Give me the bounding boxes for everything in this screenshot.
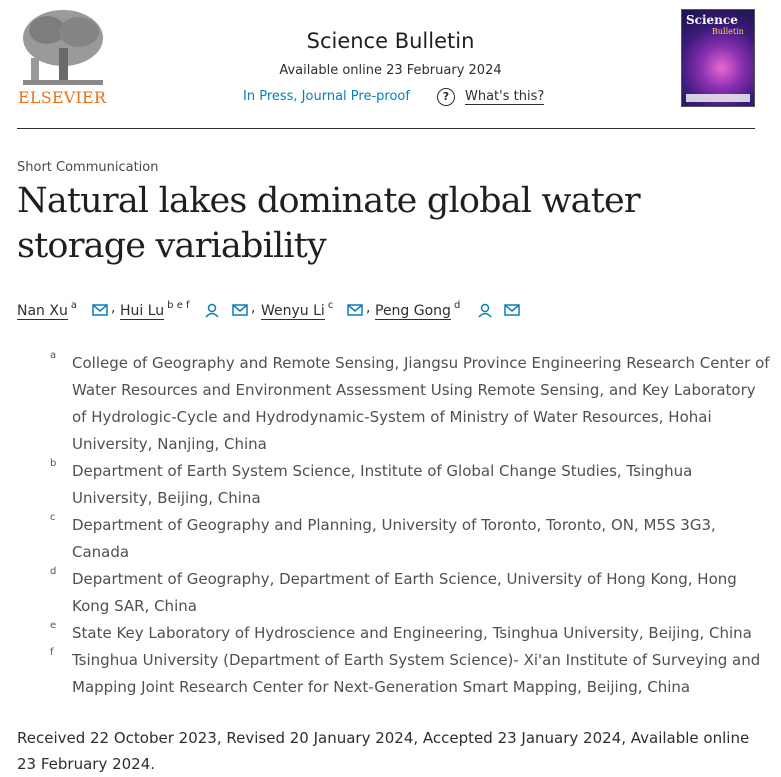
author-separator: ,: [366, 300, 371, 316]
affiliation-label: e: [50, 620, 57, 631]
affiliation-text: Tsinghua University (Department of Earth System Science)- Xi'an Institute of Surveying and Mapping Joint Research Center for Next-Generation Smart Mapping, Beijing, China: [72, 651, 761, 696]
affiliation-text: Department of Earth System Science, Institute of Global Change Studies, Tsinghua University, Beijing, China: [72, 462, 693, 507]
affiliation-label: b: [50, 458, 57, 469]
author-name[interactable]: Wenyu Li: [261, 303, 325, 319]
article-header: [0, 0, 781, 130]
envelope-icon[interactable]: [347, 304, 363, 316]
affiliation-label: c: [50, 512, 56, 523]
affiliation-label: a: [50, 350, 57, 361]
person-icon[interactable]: [478, 303, 492, 318]
envelope-icon[interactable]: [504, 304, 520, 316]
author-list: [17, 300, 777, 322]
affiliation-item: [50, 647, 770, 701]
article-title: Natural lakes dominate global water storage variability: [17, 181, 640, 266]
author-name[interactable]: Peng Gong: [375, 303, 451, 319]
author-separator: ,: [111, 300, 116, 316]
cover-footer-band: [686, 94, 750, 102]
affiliation-label: d: [50, 566, 57, 577]
elsevier-wordmark: ELSEVIER: [18, 88, 107, 107]
person-icon[interactable]: [205, 303, 219, 318]
affiliation-item: [50, 512, 770, 566]
affiliation-text: Department of Geography, Department of Earth Science, University of Hong Kong, Hong Kong SAR, China: [72, 570, 737, 615]
author-peng-gong[interactable]: [375, 300, 460, 319]
affiliation-text: College of Geography and Remote Sensing, Jiangsu Province Engineering Research Center of Water Resources and Environment Assessment Using Remote Sensing, and Key Laboratory of Hydrologic-Cycle and Hydrodynamic-System of Ministry of Water Resources, Hohai University, Nanjing, China: [72, 354, 770, 453]
article-history-dates: Received 22 October 2023, Revised 20 January 2024, Accepted 23 January 2024, Available online 23 February 2024.: [17, 729, 750, 773]
author-hui-lu[interactable]: [120, 300, 190, 319]
question-circle-icon[interactable]: ?: [437, 88, 455, 106]
affiliation-item: [50, 620, 770, 647]
affiliation-item: [50, 566, 770, 620]
author-separator: ,: [251, 300, 256, 316]
affiliation-item: [50, 350, 770, 458]
cover-title: Science: [686, 13, 738, 27]
journal-cover-image[interactable]: [681, 9, 755, 107]
cover-subtitle: Bulletin: [712, 27, 744, 36]
article-type: Short Communication: [17, 160, 159, 175]
author-name[interactable]: Nan Xu: [17, 303, 68, 319]
envelope-icon[interactable]: [232, 304, 248, 316]
envelope-icon[interactable]: [92, 304, 108, 316]
affiliation-list: [50, 350, 770, 701]
journal-pre-proof-link[interactable]: In Press, Journal Pre-proof: [243, 89, 410, 104]
header-divider: [17, 128, 755, 129]
author-wenyu-li[interactable]: [261, 300, 333, 319]
affiliation-text: State Key Laboratory of Hydroscience and Engineering, Tsinghua University, Beijing, China: [72, 624, 752, 642]
affiliation-item: [50, 458, 770, 512]
author-affiliation-sup: b e f: [167, 300, 190, 311]
journal-title-link[interactable]: Science Bulletin: [306, 29, 475, 53]
author-affiliation-sup: d: [453, 300, 461, 311]
author-affiliation-sup: c: [327, 300, 334, 311]
author-affiliation-sup: a: [70, 300, 77, 311]
online-date: Available online 23 February 2024: [279, 63, 502, 78]
affiliation-text: Department of Geography and Planning, University of Toronto, Toronto, ON, M5S 3G3, Canada: [72, 516, 716, 561]
whats-this-link[interactable]: What's this?: [465, 89, 545, 104]
author-name[interactable]: Hui Lu: [120, 303, 165, 319]
affiliation-label: f: [50, 647, 54, 658]
author-nan-xu[interactable]: [17, 300, 77, 319]
